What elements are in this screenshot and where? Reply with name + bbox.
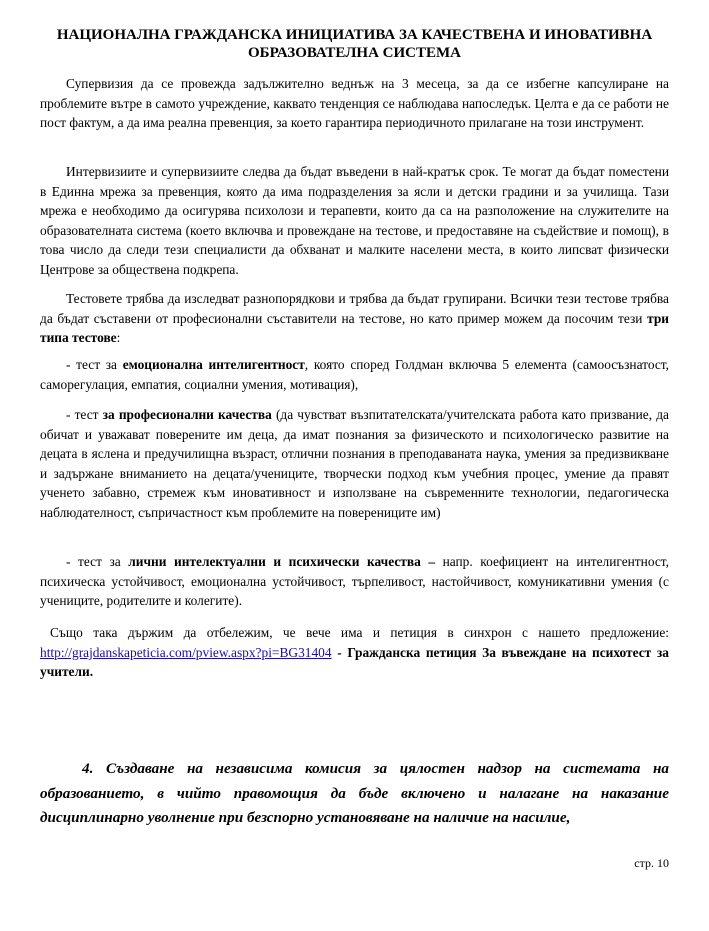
bullet-text: , която според Голдман включва 5 елемента (самоосъзнатост, саморегулация, емпатия, социални умения, мотивация),: [40, 357, 670, 392]
paragraph-petition: [40, 623, 669, 682]
paragraph-text: Тестовете трябва да изследват разнопорядкови и трябва да бъдат групирани. Всички тези тестове трябва да бъдат съставени от професионални съставители на тестове, но като пример можем да посочим тези: [40, 291, 669, 326]
paragraph-supervision: [40, 74, 669, 133]
paragraph-tests-intro: [40, 289, 669, 348]
bullet-text: напр. коефициент на интелигентност, психическа устойчивост, емоционална устойчивост, търпеливост, настойчивост, комуникативни умения (с учениците, родителите и колегите).: [40, 554, 669, 609]
list-item-professional-qualities: [40, 405, 669, 523]
bullet-text: (да чувстват възпитателската/учителската работа като призвание, да обичат и уважават поверените им деца, да имат познания за физическото и психологическо развитие на децата в яслена и предучилищна възраст, отлични познания в преподаваната наука, умения за предизвикване и задържане вниманието на децата/учениците, творчески подход към учебния процес, умение да правят ученето забавно, стремеж към иновативност и използване на съвременните технологии, педагогическа наблюдателност, съпричастност към проблемите на поверениците им): [40, 407, 669, 520]
petition-link[interactable]: http://grajdanskapeticia.com/pview.aspx?pi=BG31404: [40, 644, 332, 660]
paragraph-text: Супервизия да се провежда задължително веднъж на 3 месеца, за да се избегне капсулиране на проблемите вътре в самото учреждение, каквато тенденция се наблюдава напоследък. Целта е да се работи не пост фактум, а да има реална превенция, за което гарантира периодичното прилагане на този инструмент.: [40, 76, 669, 131]
bullet-lead: - тест за: [66, 554, 129, 569]
list-item-emotional-intelligence: [40, 355, 669, 394]
bullet-lead: - тест: [66, 407, 103, 422]
paragraph-tail: :: [116, 330, 121, 346]
paragraph-prevention-network: [40, 162, 669, 280]
paragraph-text: Също така държим да отбележим, че вече има и петиция в синхрон с нашето предложение:: [50, 625, 669, 640]
list-item-personal-qualities: [40, 552, 669, 611]
bullet-emphasis: за професионални качества: [102, 407, 272, 422]
bullet-emphasis: емоционална интелигентност: [122, 357, 305, 372]
bullet-emphasis: лични интелектуални и психически качества –: [128, 554, 436, 569]
bullet-lead: - тест за: [66, 357, 123, 372]
paragraph-text: Интервизиите и супервизиите следва да бъдат въведени в най-кратък срок. Те могат да бъдат поместени в Единна мрежа за превенция, която да има подразделения за ясли и детски градини и за училища. Тази мрежа е необходимо да осигурява психолози и терапевти, които да са на разположение на служителите на образователната система (което включва и провеждане на тестове, и предоставяне на съдействие и помощ), в това число да следи тези специалисти да обхванат и малките населени места, в които липсват физически Центрове за обществена подкрепа.: [40, 164, 669, 277]
petition-emphasis: - Гражданска петиция За въвеждане на психотест за учители.: [40, 644, 669, 680]
section-4-heading: 4. Създаване на независима комисия за цялостен надзор на системата на образованието, в чийто правомощия да бъде включено и налагане на наказание дисциплинарно уволнение при безспорно установяване на наличие на насилие,: [40, 760, 669, 826]
page-number: стр. 10: [634, 856, 669, 870]
document-title: НАЦИОНАЛНА ГРАЖДАНСКА ИНИЦИАТИВА ЗА КАЧЕСТВЕНА И ИНОВАТИВНА ОБРАЗОВАТЕЛНА СИСТЕМА: [56, 27, 653, 61]
emphasis-three-types: три типа тестове: [40, 310, 669, 346]
